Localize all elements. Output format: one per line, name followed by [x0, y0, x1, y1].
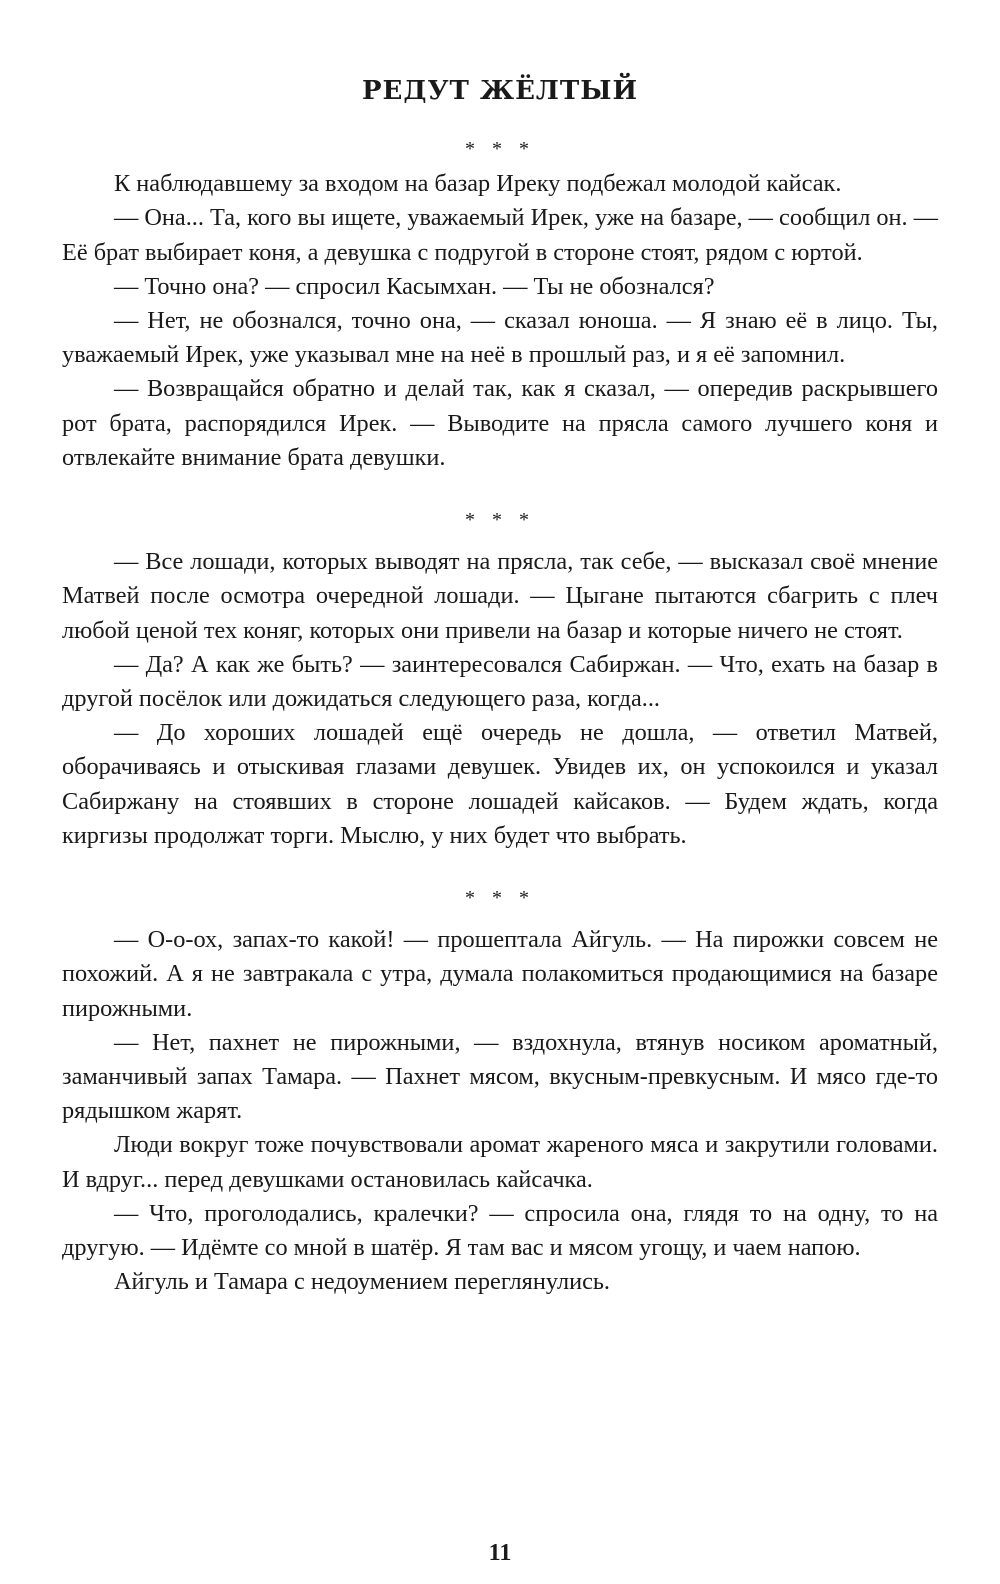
paragraph: — Точно она? — спросил Касымхан. — Ты не обознался? — [114, 272, 715, 300]
paragraph: — Да? А как же быть? — заинтересовался Сабиржан. — Что, ехать на базар в другой посёлок или дожидаться следующего раза, когда... — [62, 650, 938, 713]
paragraph: — До хороших лошадей ещё очередь не дошла, — ответил Матвей, оборачиваясь и отыскивая глазами девушек. Увидев их, он успокоился и указал Сабиржану на стоявших в стороне лошадей кайсаков. — Будем ждать, когда киргизы продолжат торги. Мыслю, у них будет что выбрать. — [62, 719, 938, 849]
paragraph: — Нет, не обознался, точно она, — сказал юноша. — Я знаю её в лицо. Ты, уважаемый Ирек, уже указывал мне на неё в прошлый раз, и я её запомнил. — [62, 307, 938, 369]
section-separator: * * * — [465, 509, 535, 532]
paragraph: К наблюдавшему за входом на базар Иреку подбежал молодой кайсак. — [114, 170, 842, 198]
running-header: РЕДУТ ЖЁЛТЫЙ — [361, 76, 639, 106]
section-separator: * * * — [465, 887, 535, 910]
page-body — [62, 132, 938, 1300]
paragraph: — Что, проголодались, кралечки? — спросила она, глядя то на одну, то на другую. — Идёмте со мной в шатёр. Я там вас и мясом угощу, и чаем напою. — [62, 1199, 938, 1262]
paragraph: — Нет, пахнет не пирожными, — вздохнула, втянув носиком ароматный, заманчивый запах Тамара. — Пахнет мясом, вкусным-превкусным. И мясо где-то рядышком жарят. — [62, 1028, 938, 1125]
paragraph: Люди вокруг тоже почувствовали аромат жареного мяса и закрутили головами. И вдруг... перед девушками остановилась кайсачка. — [62, 1131, 938, 1193]
paragraph: — Возвращайся обратно и делай так, как я сказал, — опередив раскрывшего рот брата, распорядился Ирек. — Выводите на прясла самого лучшего коня и отвлекайте внимание брата девушки. — [62, 375, 938, 471]
paragraph: — Все лошади, которых выводят на прясла, так себе, — высказал своё мнение Матвей после осмотра очередной лошади. — Цыгане пытаются сбагрить с плеч любой ценой тех коняг, которых они привели на базар и которые ничего не стоят. — [62, 548, 938, 644]
page-number: 11 — [488, 1540, 512, 1566]
paragraph: — О-о-ох, запах-то какой! — прошептала Айгуль. — На пирожки совсем не похожий. А я не завтракала с утра, думала полакомиться продающимися на базаре пирожными. — [62, 926, 938, 1022]
paragraph: — Она... Та, кого вы ищете, уважаемый Ирек, уже на базаре, — сообщил он. — Её брат выбирает коня, а девушка с подругой в стороне стоят, рядом с юртой. — [62, 204, 938, 266]
section-separator: * * * — [465, 138, 535, 160]
paragraph: Айгуль и Тамара с недоумением переглянулись. — [114, 1268, 611, 1296]
